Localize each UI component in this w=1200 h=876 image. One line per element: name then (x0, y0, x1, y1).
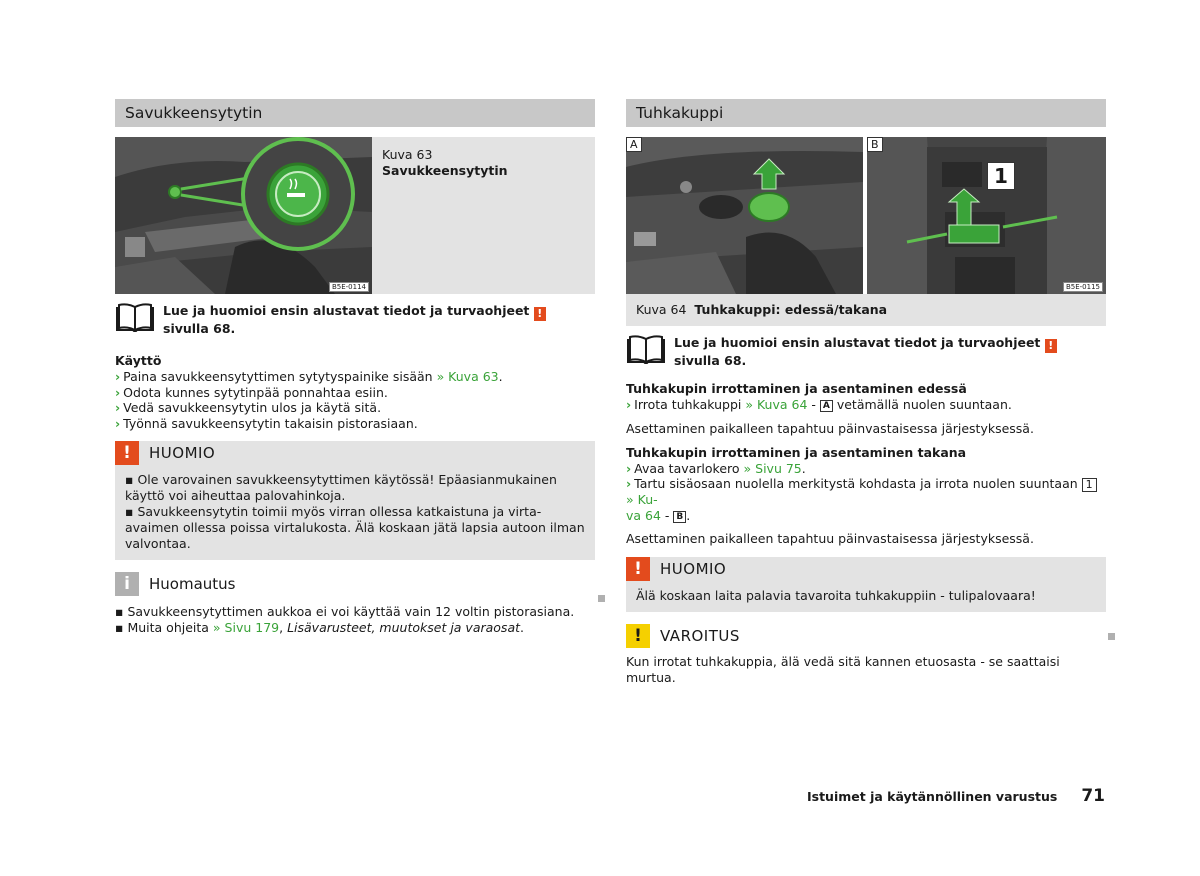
figure-63 (115, 137, 595, 294)
marker-1-ref: 1 (1082, 478, 1097, 492)
read-first-notice (115, 302, 595, 337)
read-first-notice (626, 334, 1106, 369)
right-column (626, 99, 1106, 686)
usage-title: Käyttö (115, 353, 162, 368)
book-icon (115, 302, 155, 332)
note-item: ▪ Muita ohjeita » Sivu 179, Lisävarusteet, muutokset ja varaosat. (115, 620, 524, 635)
warning-body: Kun irrotat tuhkakuppia, älä vedä sitä kannen etuosasta - se saattaisi murtua. (626, 654, 1060, 685)
caution-title: HUOMIO (660, 560, 727, 578)
warning-header (626, 624, 1106, 648)
rear-ashtray-illustration (867, 137, 1106, 294)
usage-step-4 (115, 416, 595, 432)
figure-title: Savukkeensytytin (382, 163, 508, 178)
chevron-right-icon: › (115, 400, 121, 415)
chevron-right-icon: › (626, 460, 632, 476)
page-link[interactable]: » Sivu 179 (212, 620, 280, 635)
read-first-page[interactable]: sivulla 68. (674, 353, 747, 368)
section-heading-ashtray: Tuhkakuppi (626, 99, 1106, 127)
caution-icon: ! (626, 557, 650, 581)
figure-number: Kuva 64 (636, 302, 687, 317)
page-footer (807, 786, 1105, 806)
chevron-right-icon: › (626, 397, 632, 412)
warning-icon: ! (626, 624, 650, 648)
figure-64 (626, 137, 1106, 294)
chevron-right-icon: › (626, 476, 632, 491)
read-first-text: Lue ja huomioi ensin alustavat tiedot ja turvaohjeet (674, 335, 1041, 350)
figure-link[interactable]: » Kuva 64 (745, 397, 808, 412)
note-header (115, 572, 595, 596)
rear-step-1: › Avaa tavarlokero » Sivu 75. (626, 460, 806, 476)
figure-label-a: A (626, 137, 642, 152)
front-ashtray-illustration (626, 137, 863, 294)
front-reinstall: Asettaminen paikalleen tapahtuu päinvastaisessa järjestyksessä. (626, 420, 1034, 436)
warning-title: VAROITUS (660, 627, 740, 645)
section-end-marker (598, 595, 605, 602)
chevron-right-icon: › (115, 384, 121, 400)
caution-header (626, 557, 1106, 581)
left-column (115, 99, 595, 636)
caution-title: HUOMIO (149, 444, 216, 462)
front-title: Tuhkakupin irrottaminen ja asentaminen edessä (626, 381, 967, 396)
section-end-marker (1108, 633, 1115, 640)
page-number: 71 (1081, 786, 1105, 806)
warning-mark-icon: ! (1045, 339, 1057, 353)
front-step: › Irrota tuhkakuppi » Kuva 64 - A vetämällä nuolen suuntaan. (626, 397, 1012, 412)
figure-label-b: B (867, 137, 883, 152)
usage-step-3 (115, 400, 595, 416)
figure-link[interactable]: » Kuva 63 (436, 369, 499, 384)
info-icon: i (115, 572, 139, 596)
rear-step-2: › Tartu sisäosaan nuolella merkitystä kohdasta ja irrota nuolen suuntaan 1 » Ku- va 64 - B . (626, 476, 1106, 523)
figure-code: B5E-0114 (329, 282, 369, 292)
rear-title: Tuhkakupin irrottaminen ja asentaminen takana (626, 444, 967, 460)
book-icon (626, 334, 666, 364)
figure-64-caption (626, 294, 1106, 326)
usage-step-1: › Paina savukkeensytyttimen sytytyspainike sisään » Kuva 63. (115, 369, 503, 384)
front-ashtray-photo (626, 137, 863, 294)
label-a-ref: A (820, 400, 833, 412)
step-text: Työnnä savukkeensytytin takaisin pistorasiaan. (123, 415, 418, 431)
note-item: ▪ Savukkeensytyttimen aukkoa ei voi käyttää vain 12 voltin pistorasiana. (115, 604, 575, 619)
caution-box (626, 557, 1106, 612)
caution-icon: ! (115, 441, 139, 465)
usage-step-2 (115, 385, 595, 401)
caution-body: Älä koskaan laita palavia tavaroita tuhkakuppiin - tulipalovaara! (636, 588, 1036, 603)
caution-header (115, 441, 595, 465)
figure-title: Tuhkakuppi: edessä/takana (694, 302, 888, 317)
figure-number: Kuva 63 (382, 147, 433, 162)
figure-marker-1: 1 (987, 162, 1015, 190)
caution-item: ▪ Savukkeensytytin toimii myös virran ollessa katkaistuna ja virta-avaimen ollessa poissa virtalukosta. Älä koskaan jätä lapsia autoon ilman valvontaa. (125, 504, 585, 551)
rear-reinstall: Asettaminen paikalleen tapahtuu päinvastaisessa järjestyksessä. (626, 531, 1034, 546)
chevron-right-icon: › (115, 369, 121, 384)
caution-box (115, 441, 595, 560)
section-heading-lighter: Savukkeensytytin (115, 99, 595, 127)
caution-body (115, 465, 595, 560)
figure-link-continued[interactable]: va 64 (626, 507, 661, 523)
caution-item: ▪ Ole varovainen savukkeensytyttimen käytössä! Epäasianmukainen käyttö voi aiheuttaa palovahinkoja. (125, 472, 557, 503)
note-body (115, 604, 595, 636)
step-text: Odota kunnes sytytinpää ponnahtaa esiin. (123, 384, 388, 400)
label-b-ref: B (673, 511, 686, 523)
chevron-right-icon: › (115, 415, 121, 431)
figure-caption (372, 137, 595, 294)
chapter-reference: Lisävarusteet, muutokset ja varaosat (287, 620, 521, 635)
rear-ashtray-photo (867, 137, 1106, 294)
figure-link[interactable]: » Ku- (626, 492, 658, 507)
step-text: Paina savukkeensytyttimen sytytyspainike sisään (123, 369, 433, 384)
page-link[interactable]: » Sivu 75 (743, 460, 802, 476)
chapter-title: Istuimet ja käytännöllinen varustus (806, 789, 1058, 804)
cigarette-lighter-photo (115, 137, 372, 294)
warning-mark-icon: ! (534, 307, 546, 321)
note-title: Huomautus (149, 575, 236, 593)
read-first-page[interactable]: sivulla 68. (163, 321, 236, 336)
figure-code: B5E-0115 (1063, 282, 1103, 292)
read-first-text: Lue ja huomioi ensin alustavat tiedot ja turvaohjeet (163, 303, 530, 318)
step-text: Vedä savukkeensytytin ulos ja käytä sitä. (123, 400, 382, 415)
lighter-illustration (115, 137, 372, 294)
